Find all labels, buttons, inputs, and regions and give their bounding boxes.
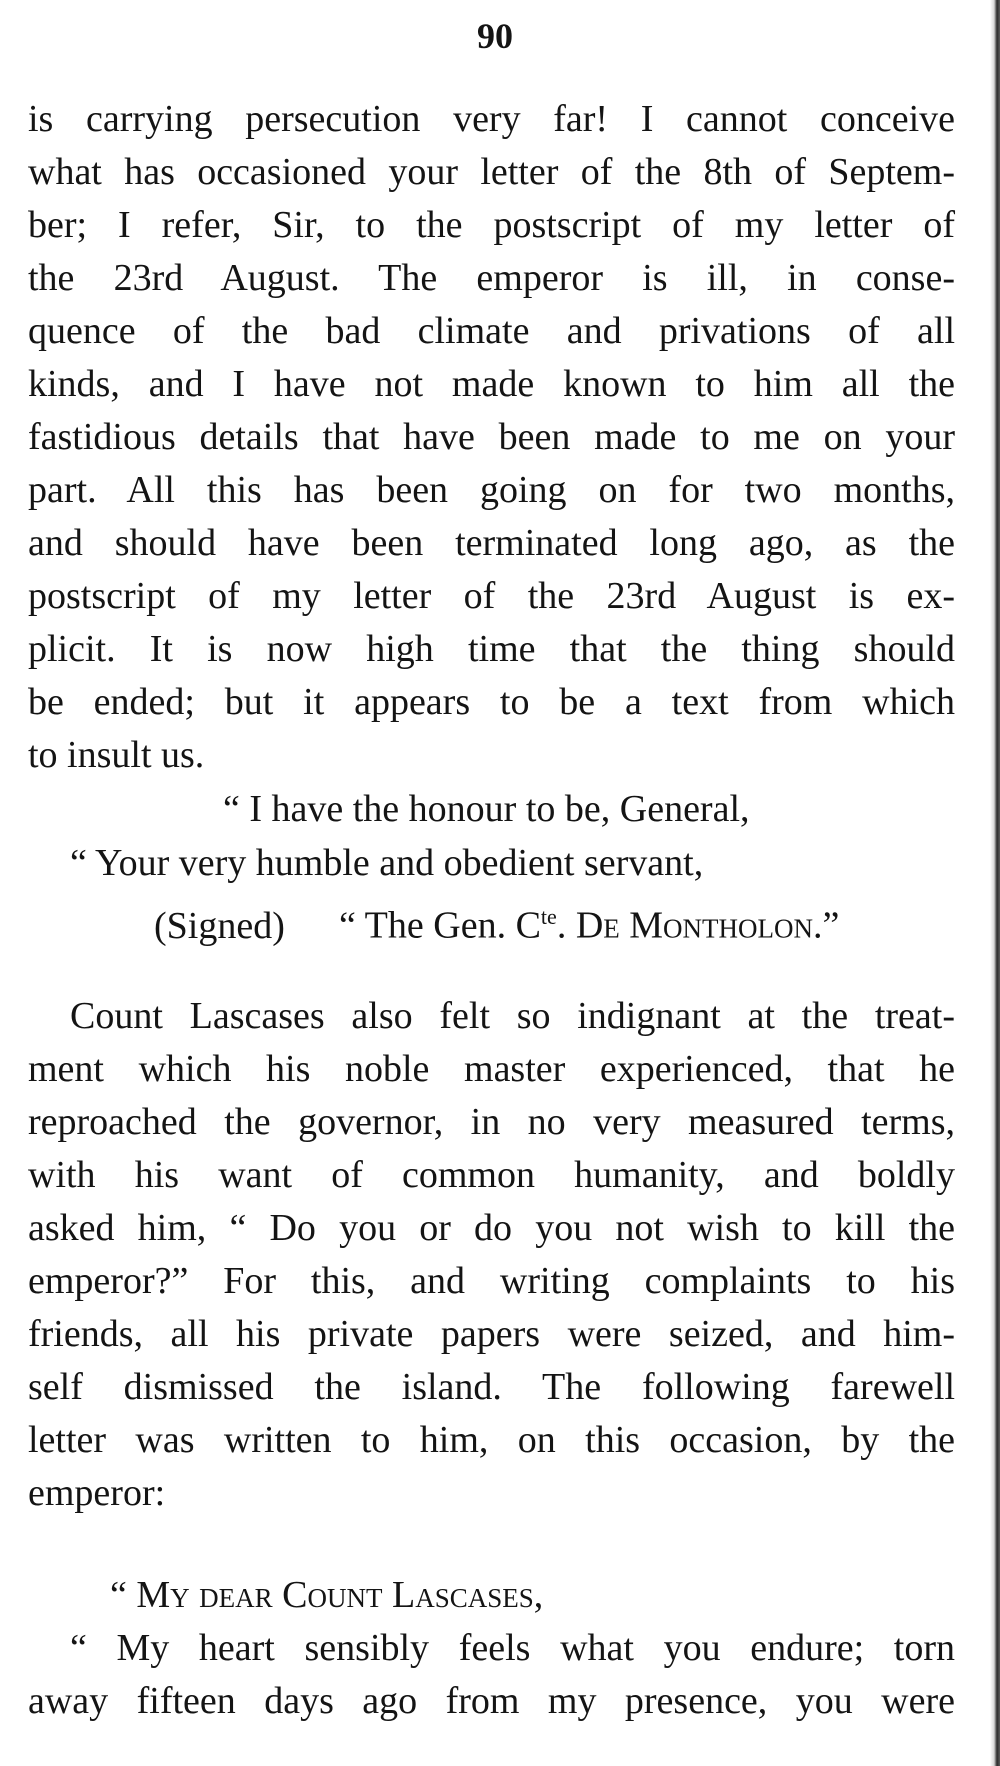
text-line: “ My heart sensibly feels what you endure; torn [70, 1627, 955, 1669]
text-line: ber; I refer, Sir, to the postscript of my letter of [28, 204, 955, 246]
text-line: letter was written to him, on this occasion, by the [28, 1419, 955, 1461]
text-line: kinds, and I have not made known to him all the [28, 363, 955, 405]
letter-closing [28, 782, 955, 947]
signed-label: (Signed) [154, 904, 285, 947]
signature-name: . De Montholon.” [556, 904, 840, 947]
page-number: 90 [477, 16, 513, 56]
text-line: away fifteen days ago from my presence, you were [28, 1680, 955, 1722]
signature-prefix: “ The Gen. C [339, 904, 541, 947]
text-line: emperor?” For this, and writing complaints to his [28, 1260, 955, 1302]
text-line: the 23rd August. The emperor is ill, in conse- [28, 257, 955, 299]
page-body [28, 93, 955, 1728]
text-line: be ended; but it appears to be a text from which [28, 681, 955, 723]
text-line: what has occasioned your letter of the 8th of Septem- [28, 151, 955, 193]
text-line: emperor: [28, 1472, 166, 1514]
section-gap [28, 1520, 955, 1568]
signature-line [28, 890, 955, 947]
text-line: Count Lascases also felt so indignant at the treat- [70, 995, 955, 1037]
text-line: self dismissed the island. The following farewell [28, 1366, 955, 1408]
page-spine-edge [990, 0, 1000, 1766]
text-line: reproached the governor, in no very measured terms, [28, 1101, 955, 1143]
text-line: plicit. It is now high time that the thing should [28, 628, 955, 670]
paragraph-letter-continuation [28, 93, 955, 782]
signature-superscript: te [540, 904, 557, 929]
text-line: with his want of common humanity, and boldly [28, 1154, 955, 1196]
text-line: asked him, “ Do you or do you not wish to kill the [28, 1207, 955, 1249]
closing-line: “ I have the honour to be, General, [223, 788, 750, 830]
text-line: fastidious details that have been made to me on your [28, 416, 955, 458]
text-line: part. All this has been going on for two months, [28, 469, 955, 511]
paragraph-farewell-letter [28, 1622, 955, 1728]
text-line: friends, all his private papers were seized, and him- [28, 1313, 955, 1355]
text-line: postscript of my letter of the 23rd August is ex- [28, 575, 955, 617]
text-line: is carrying persecution very far! I cannot conceive [28, 98, 955, 140]
letter-salutation: “ My dear Count Lascases, [110, 1574, 544, 1616]
text-line: and should have been terminated long ago, as the [28, 522, 955, 564]
closing-line: “ Your very humble and obedient servant, [70, 842, 704, 884]
text-line: to insult us. [28, 734, 205, 776]
text-line: quence of the bad climate and privations of all [28, 310, 955, 352]
paragraph-lascases [28, 990, 955, 1520]
text-line: ment which his noble master experienced, that he [28, 1048, 955, 1090]
